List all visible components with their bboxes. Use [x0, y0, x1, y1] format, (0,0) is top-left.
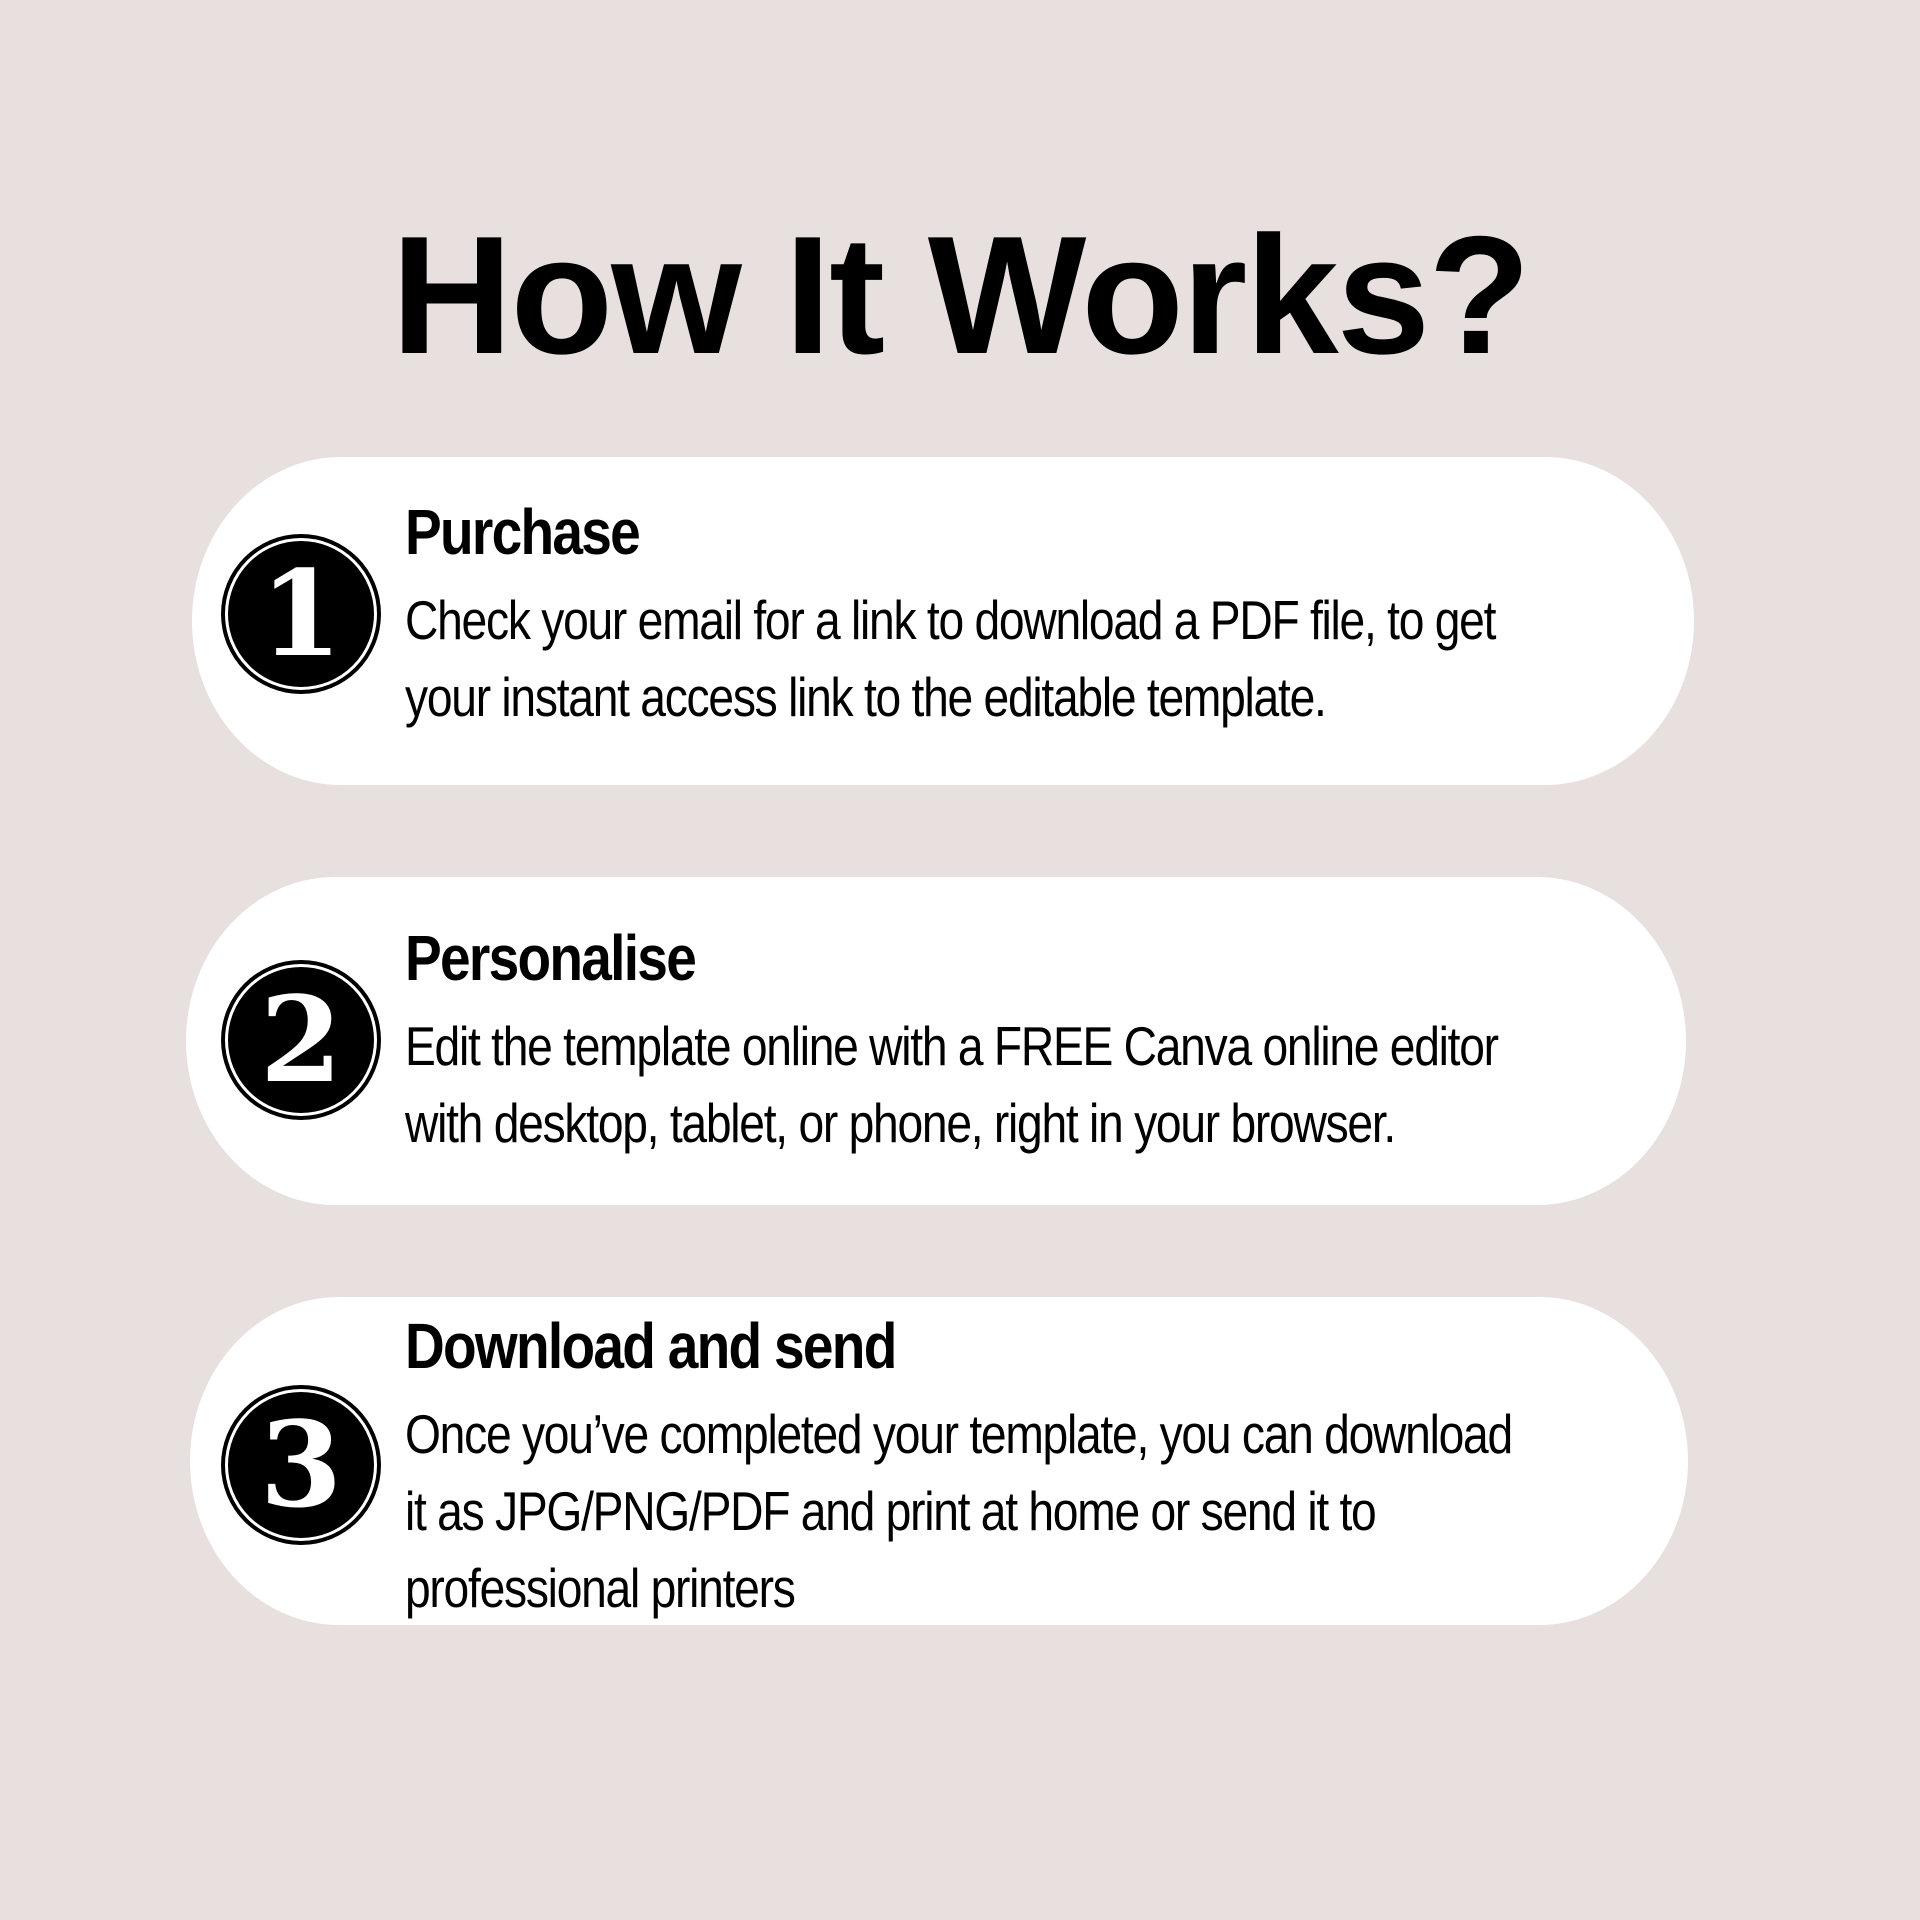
step-number-2: 2	[259, 970, 343, 1109]
step-description-download: Once you’ve completed your template, you can download it as JPG/PNG/PDF and print at home or send it to professional printers	[405, 1403, 1512, 1619]
step-number-3: 3	[259, 1395, 343, 1534]
step-description-personalise: Edit the template online with a FREE Canva online editor with desktop, tablet, or phone, right in your browser.	[405, 1015, 1498, 1154]
step-title-download: Download and send	[405, 1310, 896, 1382]
step-number-2-badge	[221, 960, 381, 1120]
step-number-3-badge	[221, 1385, 381, 1545]
step-description-purchase: Check your email for a link to download a PDF file, to get your instant access link to the editable template.	[405, 589, 1496, 728]
step-number-1: 1	[259, 544, 343, 683]
step-title-purchase: Purchase	[405, 496, 640, 568]
step-title-personalise: Personalise	[405, 922, 696, 994]
page-title: How It Works?	[391, 201, 1529, 389]
step-number-1-badge	[221, 534, 381, 694]
